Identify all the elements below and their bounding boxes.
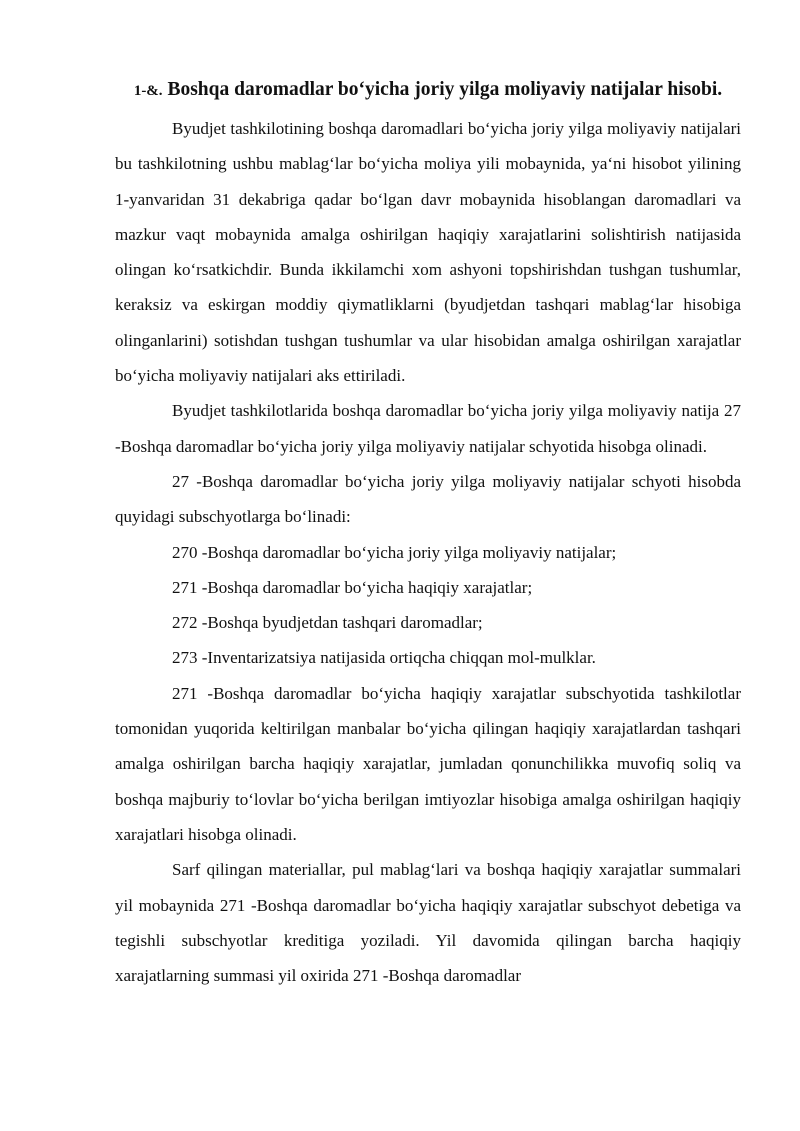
paragraph-account-27: Byudjet tashkilotlarida boshqa daromadlar bo‘yicha joriy yilga moliyaviy natija 27 -Boshqa daromadlar bo‘yicha joriy yilga moliyaviy natijalar schyotida hisobga olinadi. [115,401,741,456]
subaccount-item-273: 273 -Inventarizatsiya natijasida ortiqcha chiqqan mol-mulklar. [172,648,596,668]
section-heading [115,72,741,109]
paragraph-expenses: Sarf qilingan materiallar, pul mablag‘lari va boshqa haqiqiy xarajatlar summalari yil mobaynida 271 -Boshqa daromadlar bo‘yicha haqiqiy xarajatlar subschyot debetiga va tegishli subschyotlar kreditiga yoziladi. Yil davomida qilingan barcha haqiqiy xarajatlarning summasi yil oxirida 271 -Boshqa daromadlar [115,860,741,986]
subaccount-item-271: 271 -Boshqa daromadlar bo‘yicha haqiqiy xarajatlar; [172,577,533,597]
document-page [115,72,741,993]
section-number: 1-&. [133,83,163,99]
subaccount-item-270: 270 -Boshqa daromadlar bo‘yicha joriy yilga moliyaviy natijalar; [172,542,617,562]
paragraph-subaccount-271: 271 -Boshqa daromadlar bo‘yicha haqiqiy xarajatlar subschyotida tashkilotlar tomonidan yuqorida keltirilgan manbalar bo‘yicha qilingan haqiqiy xarajatlardan tashqari amalga oshirilgan barcha haqiqiy xarajatlar, jumladan qonunchilikka muvofiq soliq va boshqa majburiy to‘lovlar bo‘yicha berilgan imtiyozlar hisobiga amalga oshirilgan haqiqiy xarajatlari hisobga olinadi. [115,683,741,844]
subaccount-item-272: 272 -Boshqa byudjetdan tashqari daromadlar; [172,613,483,633]
paragraph-subaccounts-intro: 27 -Boshqa daromadlar bo‘yicha joriy yilga moliyaviy natijalar schyoti hisobda quyidagi subschyotlarga bo‘linadi: [115,471,741,527]
section-title: Boshqa daromadlar bo‘yicha joriy yilga moliyaviy natijalar hisobi. [167,79,723,100]
paragraph-definition: Byudjet tashkilotining boshqa daromadlari bo‘yicha joriy yilga moliyaviy natijalari bu tashkilotning ushbu mablag‘lar bo‘yicha moliya yili mobaynida, ya‘ni hisobot yilining 1-yanvaridan 31 dekabriga qadar bo‘lgan davr mobaynida hisoblangan daromadlari va mazkur vaqt mobaynida amalga oshirilgan haqiqiy xarajatlarini solishtirish natijasida olingan ko‘rsatkichdir. Bunda ikkilamchi xom ashyoni topshirishdan tushgan tushumlar, keraksiz va eskirgan moddiy qiymatliklarni (byudjetdan tashqari mablag‘lar hisobiga olinganlarini) sotishdan tushgan tushumlar va ular hisobidan amalga oshirilgan xarajatlar bo‘yicha moliyaviy natijalari aks ettiriladi. [115,119,741,386]
